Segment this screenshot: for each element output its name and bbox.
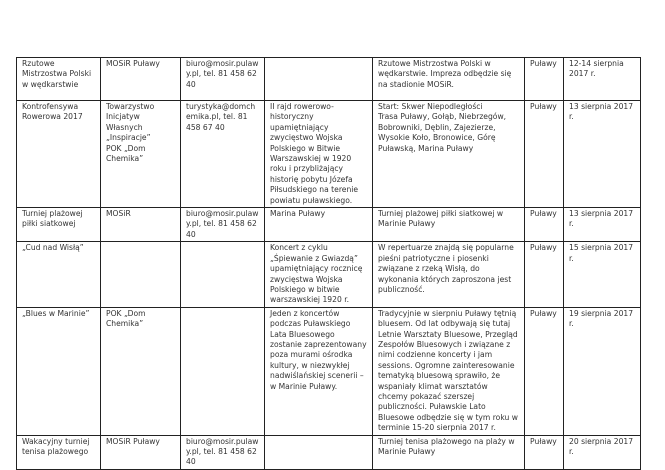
event-name-cell: Kontrofensywa Rowerowa 2017 bbox=[17, 101, 101, 208]
table-row bbox=[17, 307, 641, 435]
extra-description-cell bbox=[265, 435, 373, 469]
extra-description-cell bbox=[265, 58, 373, 101]
table-row bbox=[17, 242, 641, 307]
contact-cell: biuro@mosir.pulawy.pl, tel. 81 458 62 40 bbox=[181, 58, 265, 101]
date-cell: 13 sierpnia 2017 r. bbox=[564, 208, 641, 242]
event-name-cell: „Cud nad Wisłą” bbox=[17, 242, 101, 307]
place-cell: Puławy bbox=[525, 208, 564, 242]
organizer-cell: Towarzystwo Inicjatyw Własnych „Inspiracje” POK „Dom Chemika” bbox=[101, 101, 181, 208]
contact-cell bbox=[181, 307, 265, 435]
extra-description-cell: Jeden z koncertów podczas Puławskiego Lata Bluesowego zostanie zaprezentowany poza murami ośrodka kultury, w niezwykłej nadwiślańskiej scenerii – w Marinie Puławy. bbox=[265, 307, 373, 435]
contact-cell: turystyka@domchemika.pl, tel. 81 458 67 40 bbox=[181, 101, 265, 208]
description-cell: Turniej plażowej piłki siatkowej w Marinie Puławy bbox=[373, 208, 525, 242]
table-row bbox=[17, 58, 641, 101]
description-cell: W repertuarze znajdą się popularne pieśni patriotyczne i piosenki związane z rzeką Wisłą, do wykonania których zaproszona jest publiczność. bbox=[373, 242, 525, 307]
description-cell: Turniej tenisa plażowego na plaży w Marinie Puławy bbox=[373, 435, 525, 469]
description-cell: Rzutowe Mistrzostwa Polski w wędkarstwie. Impreza odbędzie się na stadionie MOSiR. bbox=[373, 58, 525, 101]
place-cell: Puławy bbox=[525, 307, 564, 435]
date-cell: 12-14 sierpnia 2017 r. bbox=[564, 58, 641, 101]
place-cell: Puławy bbox=[525, 101, 564, 208]
place-cell: Puławy bbox=[525, 242, 564, 307]
organizer-cell: POK „Dom Chemika” bbox=[101, 307, 181, 435]
event-name-cell: Rzutowe Mistrzostwa Polski w wędkarstwie bbox=[17, 58, 101, 101]
contact-cell bbox=[181, 242, 265, 307]
table-row bbox=[17, 101, 641, 208]
description-cell: Start: Skwer Niepodległości Trasa Puławy, Gołąb, Niebrzegów, Bobrowniki, Dęblin, Zajezierze, Wysokie Koło, Bronowice, Górę Puławską, Marina Puławy bbox=[373, 101, 525, 208]
extra-description-cell: II rajd rowerowo-historyczny upamiętniający zwycięstwo Wojska Polskiego w Bitwie Warszawskiej w 1920 roku i przybliżający historię pobytu Józefa Piłsudskiego na terenie powiatu puławskiego. bbox=[265, 101, 373, 208]
contact-cell: biuro@mosir.pulawy.pl, tel. 81 458 62 40 bbox=[181, 435, 265, 469]
place-cell: Puławy bbox=[525, 435, 564, 469]
place-cell: Puławy bbox=[525, 58, 564, 101]
contact-cell: biuro@mosir.pulawy.pl, tel. 81 458 62 40 bbox=[181, 208, 265, 242]
organizer-cell bbox=[101, 242, 181, 307]
extra-description-cell: Marina Puławy bbox=[265, 208, 373, 242]
organizer-cell: MOSiR Puławy bbox=[101, 435, 181, 469]
date-cell: 19 sierpnia 2017 r. bbox=[564, 307, 641, 435]
extra-description-cell: Koncert z cyklu „Śpiewanie z Gwiazdą” upamiętniający rocznicę zwycięstwa Wojska Polskiego w bitwie warszawskiej 1920 r. bbox=[265, 242, 373, 307]
date-cell: 13 sierpnia 2017 r. bbox=[564, 101, 641, 208]
table-row bbox=[17, 435, 641, 469]
organizer-cell: MOSiR bbox=[101, 208, 181, 242]
table-row bbox=[17, 208, 641, 242]
date-cell: 15 sierpnia 2017 r. bbox=[564, 242, 641, 307]
date-cell: 20 sierpnia 2017 r. bbox=[564, 435, 641, 469]
events-table bbox=[16, 57, 641, 470]
event-name-cell: Wakacyjny turniej tenisa plażowego bbox=[17, 435, 101, 469]
event-name-cell: Turniej plażowej piłki siatkowej bbox=[17, 208, 101, 242]
description-cell: Tradycyjnie w sierpniu Puławy tętnią bluesem. Od lat odbywają się tutaj Letnie Warsztaty Bluesowe, Przegląd Zespołów Bluesowych i związane z nimi codzienne koncerty i jam sessions. Ogromne zainteresowanie tematyką bluesową sprawiło, że wspaniały klimat warsztatów chcemy pokazać szerszej publiczności. Puławskie Lato Bluesowe odbędzie się w tym roku w terminie 15-20 sierpnia 2017 r. bbox=[373, 307, 525, 435]
organizer-cell: MOSiR Puławy bbox=[101, 58, 181, 101]
event-name-cell: „Blues w Marinie” bbox=[17, 307, 101, 435]
